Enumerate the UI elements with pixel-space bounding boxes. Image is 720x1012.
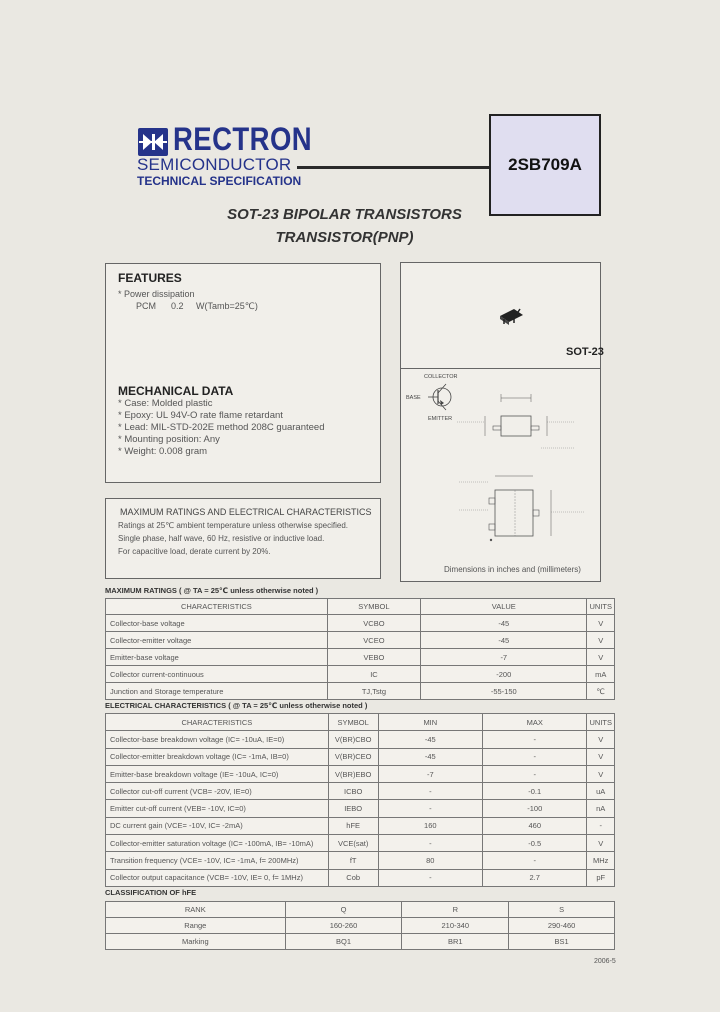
cell: V [587, 765, 615, 782]
ratings-note-line: Ratings at 25℃ ambient temperature unless otherwise specified. [118, 521, 348, 530]
cell: -100 [483, 800, 587, 817]
feature-line: PCM 0.2 W(Tamb=25℃) [136, 301, 258, 311]
cell: BR1 [402, 934, 509, 950]
cell: -0.1 [483, 783, 587, 800]
cell: Collector output capacitance (VCB= -10V, IE= 0, f= 1MHz) [106, 869, 329, 886]
table-row [106, 649, 615, 666]
cell: pF [587, 869, 615, 886]
table-row [106, 666, 615, 683]
cell: Range [106, 918, 286, 934]
list-item: * Lead: MIL-STD-202E method 208C guaranteed [118, 422, 325, 433]
cell: VCBO [327, 615, 420, 632]
cell: VEBO [327, 649, 420, 666]
cell: IC [327, 666, 420, 683]
table-row [106, 765, 615, 782]
cell: V [587, 649, 615, 666]
doc-title: SOT-23 BIPOLAR TRANSISTORS [227, 206, 462, 223]
cell: 160-260 [285, 918, 402, 934]
package-top-view-drawing [455, 470, 595, 550]
cell: Collector-emitter breakdown voltage (IC= -1mA, IB=0) [106, 748, 329, 765]
table-header-row [106, 599, 615, 615]
header-cell: CHARACTERISTICS [106, 714, 329, 731]
cell: -45 [378, 748, 482, 765]
cell: Collector-base breakdown voltage (IC= -10uA, IE=0) [106, 731, 329, 748]
cell: -55-150 [421, 683, 587, 700]
cell: Transition frequency (VCE= -10V, IC= -1mA, f= 200MHz) [106, 852, 329, 869]
ratings-note-heading: MAXIMUM RATINGS AND ELECTRICAL CHARACTERISTICS [120, 507, 372, 517]
table-row [106, 632, 615, 649]
table-row [106, 835, 615, 852]
table-row [106, 683, 615, 700]
feature-line: * Power dissipation [118, 289, 195, 299]
table-row [106, 902, 615, 918]
header-cell: MIN [378, 714, 482, 731]
cell: BS1 [509, 934, 615, 950]
ratings-note-line: For capacitive load, derate current by 20%. [118, 547, 271, 556]
cell: hFE [328, 817, 378, 834]
cell: ICBO [328, 783, 378, 800]
cell: 160 [378, 817, 482, 834]
brand-name: RECTRON [173, 121, 313, 157]
mechanical-list [118, 398, 325, 458]
cell: Emitter-base breakdown voltage (IE= -10uA, IC=0) [106, 765, 329, 782]
emitter-label: EMITTER [428, 416, 453, 422]
cell: TJ,Tstg [327, 683, 420, 700]
cell: V(BR)CBO [328, 731, 378, 748]
cell: Marking [106, 934, 286, 950]
part-number-box [489, 114, 601, 216]
header-cell: UNITS [587, 599, 615, 615]
cell: DC current gain (VCE= -10V, IC= -2mA) [106, 817, 329, 834]
cell: V [587, 835, 615, 852]
cell: -0.5 [483, 835, 587, 852]
cell: IEBO [328, 800, 378, 817]
cell: S [509, 902, 615, 918]
header-cell: UNITS [587, 714, 615, 731]
cell: 210-340 [402, 918, 509, 934]
electrical-table [105, 713, 615, 887]
table-row [106, 615, 615, 632]
cell: Collector current-continuous [106, 666, 328, 683]
cell: - [483, 765, 587, 782]
cell: 80 [378, 852, 482, 869]
cell: ℃ [587, 683, 615, 700]
brand-subtitle: SEMICONDUCTOR [137, 155, 292, 174]
cell: BQ1 [285, 934, 402, 950]
table-row [106, 918, 615, 934]
header-cell: VALUE [421, 599, 587, 615]
table-row [106, 934, 615, 950]
cell: - [378, 800, 482, 817]
cell: V [587, 632, 615, 649]
base-label: BASE [406, 395, 421, 401]
sot23-package-icon [496, 306, 526, 328]
cell: VCE(sat) [328, 835, 378, 852]
cell: 460 [483, 817, 587, 834]
cell: fT [328, 852, 378, 869]
cell: Cob [328, 869, 378, 886]
cell: VCEO [327, 632, 420, 649]
rectron-logo-icon [138, 128, 168, 156]
cell: Junction and Storage temperature [106, 683, 328, 700]
ratings-note-line: Single phase, half wave, 60 Hz, resistive or inductive load. [118, 534, 325, 543]
cell: V(BR)EBO [328, 765, 378, 782]
cell: -200 [421, 666, 587, 683]
part-number: 2SB709A [508, 155, 582, 174]
header-cell: SYMBOL [327, 599, 420, 615]
cell: V(BR)CEO [328, 748, 378, 765]
cell: Collector-emitter voltage [106, 632, 328, 649]
cell: - [483, 748, 587, 765]
package-name: SOT-23 [566, 346, 604, 358]
cell: mA [587, 666, 615, 683]
footer-code: 2006-5 [594, 958, 616, 965]
dimensions-note: Dimensions in inches and (millimeters) [444, 565, 581, 574]
header-cell: SYMBOL [328, 714, 378, 731]
header-divider [297, 166, 490, 169]
cell: -45 [421, 632, 587, 649]
mechanical-heading: MECHANICAL DATA [118, 384, 234, 398]
features-heading: FEATURES [118, 271, 182, 285]
classification-table [105, 901, 615, 950]
table-row [106, 869, 615, 886]
cell: 2.7 [483, 869, 587, 886]
list-item: * Weight: 0.008 gram [118, 446, 208, 457]
cell: -45 [378, 731, 482, 748]
cell: V [587, 748, 615, 765]
table-row [106, 852, 615, 869]
list-item: * Epoxy: UL 94V-O rate flame retardant [118, 410, 283, 421]
cell: - [587, 817, 615, 834]
collector-label: COLLECTOR [424, 374, 458, 380]
cell: 290-460 [509, 918, 615, 934]
cell: V [587, 615, 615, 632]
cell: - [483, 852, 587, 869]
cell: MHz [587, 852, 615, 869]
package-side-view-drawing [455, 388, 595, 458]
cell: Collector-emitter saturation voltage (IC= -100mA, IB= -10mA) [106, 835, 329, 852]
table-row [106, 817, 615, 834]
cell: Emitter cut-off current (VEB= -10V, IC=0) [106, 800, 329, 817]
cell: Collector-base voltage [106, 615, 328, 632]
package-divider [400, 368, 601, 369]
cell: - [483, 731, 587, 748]
cell: - [378, 869, 482, 886]
cell: Q [285, 902, 402, 918]
header-cell: CHARACTERISTICS [106, 599, 328, 615]
cell: RANK [106, 902, 286, 918]
cell: - [378, 783, 482, 800]
cell: -7 [378, 765, 482, 782]
electrical-heading: ELECTRICAL CHARACTERISTICS ( @ TA = 25℃ unless otherwise noted ) [105, 701, 368, 710]
list-item: * Case: Molded plastic [118, 398, 213, 409]
table-header-row [106, 714, 615, 731]
header-cell: MAX [483, 714, 587, 731]
cell: -7 [421, 649, 587, 666]
cell: -45 [421, 615, 587, 632]
max-ratings-table [105, 598, 615, 700]
cell: nA [587, 800, 615, 817]
cell: uA [587, 783, 615, 800]
list-item: * Mounting position: Any [118, 434, 220, 445]
doc-subtitle: TRANSISTOR(PNP) [275, 229, 414, 246]
table-row [106, 731, 615, 748]
cell: R [402, 902, 509, 918]
table-row [106, 748, 615, 765]
max-ratings-heading: MAXIMUM RATINGS ( @ TA = 25℃ unless otherwise noted ) [105, 586, 319, 595]
cell: V [587, 731, 615, 748]
table-row [106, 783, 615, 800]
brand-tagline: TECHNICAL SPECIFICATION [137, 174, 302, 188]
cell: Emitter-base voltage [106, 649, 328, 666]
cell: - [378, 835, 482, 852]
table-row [106, 800, 615, 817]
cell: Collector cut-off current (VCB= -20V, IE=0) [106, 783, 329, 800]
classification-heading: CLASSIFICATION OF hFE [105, 888, 197, 897]
